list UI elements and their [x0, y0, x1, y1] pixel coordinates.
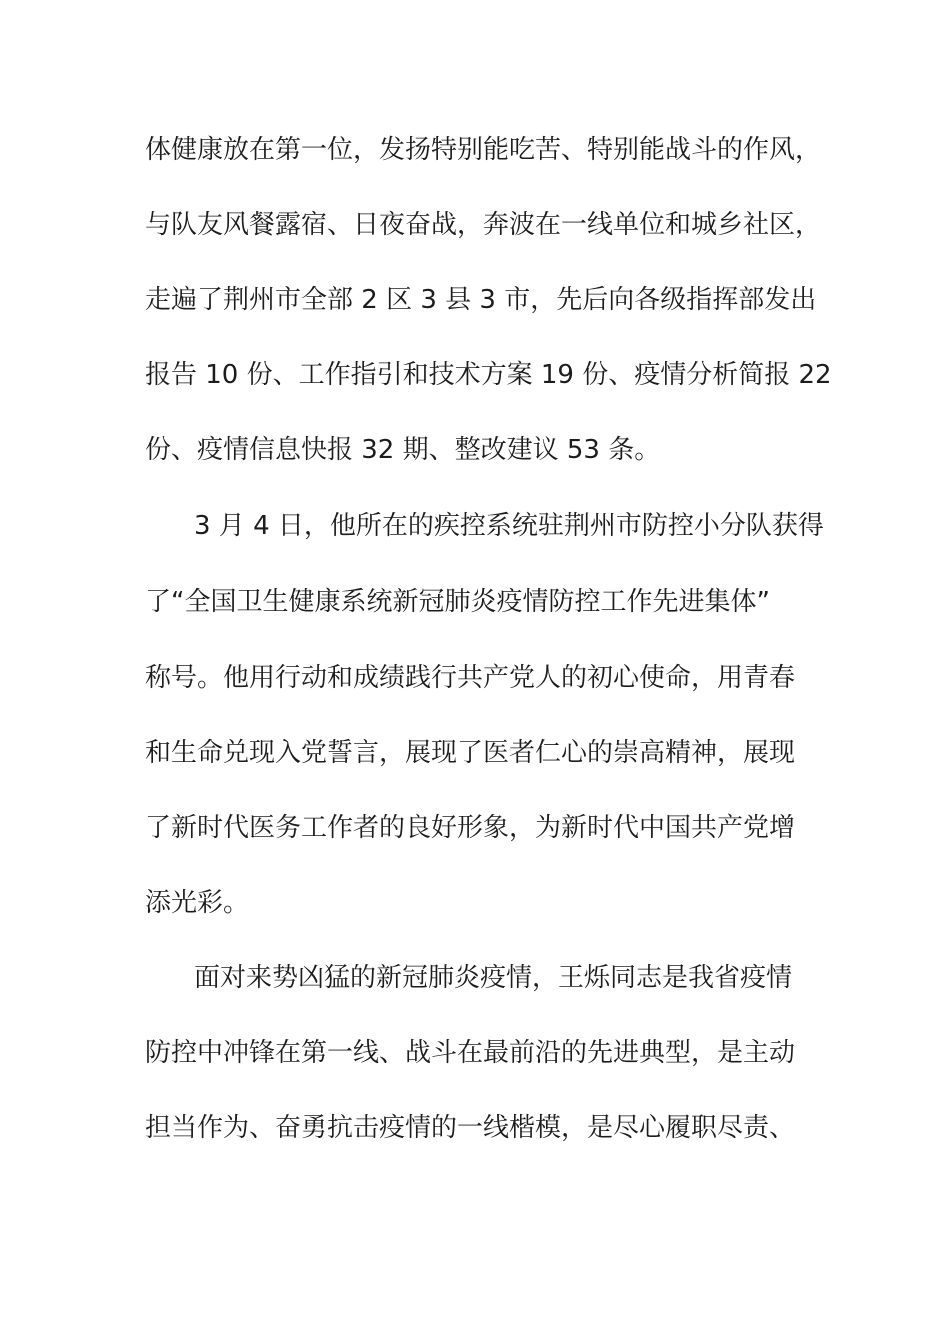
text-line: 担当作为、奋勇抗击疫情的一线楷模，是尽心履职尽责、: [145, 1113, 796, 1143]
text-line: 称号。他用行动和成绩践行共产党人的初心使命，用青春: [145, 663, 796, 693]
text-line: 体健康放在第一位，发扬特别能吃苦、特别能战斗的作风，: [145, 135, 822, 165]
text-line: 添光彩。: [145, 888, 250, 918]
text-line: 面对来势凶猛的新冠肺炎疫情，王烁同志是我省疫情: [194, 963, 793, 993]
text-line: 和生命兑现入党誓言，展现了医者仁心的崇高精神，展现: [145, 738, 796, 768]
text-line: 3 月 4 日，他所在的疾控系统驻荆州市防控小分队获得: [194, 511, 824, 541]
text-line: 防控中冲锋在第一线、战斗在最前沿的先进典型，是主动: [145, 1038, 796, 1068]
text-line: 了新时代医务工作者的良好形象，为新时代中国共产党增: [145, 813, 796, 843]
text-line: 了“全国卫生健康系统新冠肺炎疫情防控工作先进集体”: [145, 587, 770, 617]
text-line: 报告 10 份、工作指引和技术方案 19 份、疫情分析简报 22: [145, 360, 832, 390]
text-line: 走遍了荆州市全部 2 区 3 县 3 市，先后向各级指挥部发出: [145, 285, 817, 315]
text-line: 与队友风餐露宿、日夜奋战，奔波在一线单位和城乡社区，: [145, 210, 822, 240]
text-line: 份、疫情信息快报 32 期、整改建议 53 条。: [145, 435, 661, 465]
